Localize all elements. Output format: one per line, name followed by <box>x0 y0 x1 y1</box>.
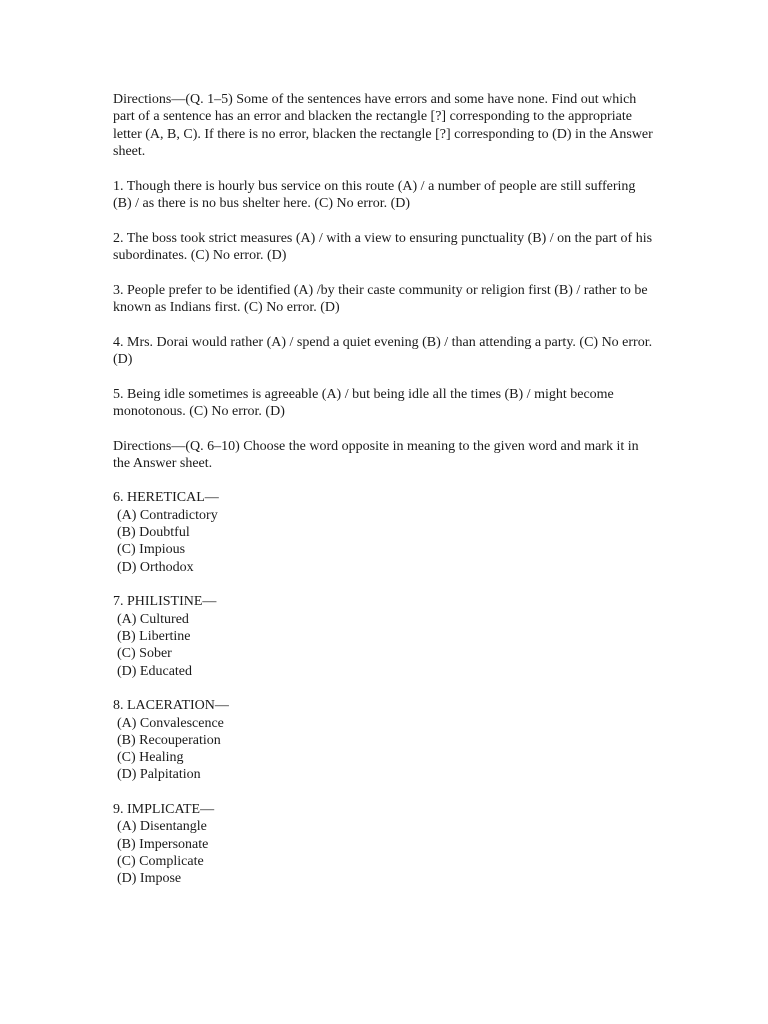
directions-error-spotting: Directions—(Q. 1–5) Some of the sentences have errors and some have none. Find out which part of a sentence has an error and blacken the rectangle [?] corresponding to the appropriate letter (A, B, C). If there is no error, blacken the rectangle [?] corresponding to (D) in the Answer sheet. <box>113 92 653 159</box>
option-c: (C) Impious <box>117 542 186 558</box>
option-d: (D) Orthodox <box>117 559 194 575</box>
question-9 <box>113 801 653 887</box>
option-d: (D) Educated <box>117 663 193 679</box>
directions-antonyms: Directions—(Q. 6–10) Choose the word opposite in meaning to the given word and mark it in the Answer sheet. <box>113 438 639 471</box>
option-b: (B) Libertine <box>117 628 191 644</box>
option-d: (D) Palpitation <box>117 767 201 783</box>
option-c: (C) Healing <box>117 750 184 766</box>
question-2: 2. The boss took strict measures (A) / with a view to ensuring punctuality (B) / on the part of his subordinates. (C) No error. (D) <box>113 230 653 263</box>
question-4: 4. Mrs. Dorai would rather (A) / spend a quiet evening (B) / than attending a party. (C) No error. (D) <box>113 334 653 367</box>
option-d: (D) Impose <box>117 871 182 887</box>
question-3: 3. People prefer to be identified (A) /by their caste community or religion first (B) / rather to be known as Indians first. (C) No error. (D) <box>113 282 648 315</box>
question-5: 5. Being idle sometimes is agreeable (A) / but being idle all the times (B) / might become monotonous. (C) No error. (D) <box>113 386 614 419</box>
document-page <box>113 91 653 905</box>
question-1: 1. Though there is hourly bus service on this route (A) / a number of people are still suffering (B) / as there is no bus shelter here. (C) No error. (D) <box>113 178 636 211</box>
option-a: (A) Cultured <box>117 611 189 627</box>
option-b: (B) Doubtful <box>117 525 190 541</box>
question-8-options <box>113 715 653 784</box>
option-a: (A) Disentangle <box>117 819 207 835</box>
question-7-options <box>113 611 653 680</box>
question-7 <box>113 593 653 679</box>
option-b: (B) Recouperation <box>117 732 221 748</box>
question-8 <box>113 697 653 783</box>
question-6 <box>113 489 653 575</box>
question-9-options <box>113 818 653 887</box>
option-a: (A) Convalescence <box>117 715 224 731</box>
question-7-head: 7. PHILISTINE— <box>113 594 217 610</box>
question-6-options <box>113 507 653 576</box>
error-question-list <box>113 178 653 421</box>
option-c: (C) Sober <box>117 646 172 662</box>
question-6-head: 6. HERETICAL— <box>113 490 219 506</box>
question-9-head: 9. IMPLICATE— <box>113 802 215 818</box>
option-a: (A) Contradictory <box>117 507 218 523</box>
option-b: (B) Impersonate <box>117 836 209 852</box>
question-8-head: 8. LACERATION— <box>113 698 229 714</box>
option-c: (C) Complicate <box>117 854 204 869</box>
